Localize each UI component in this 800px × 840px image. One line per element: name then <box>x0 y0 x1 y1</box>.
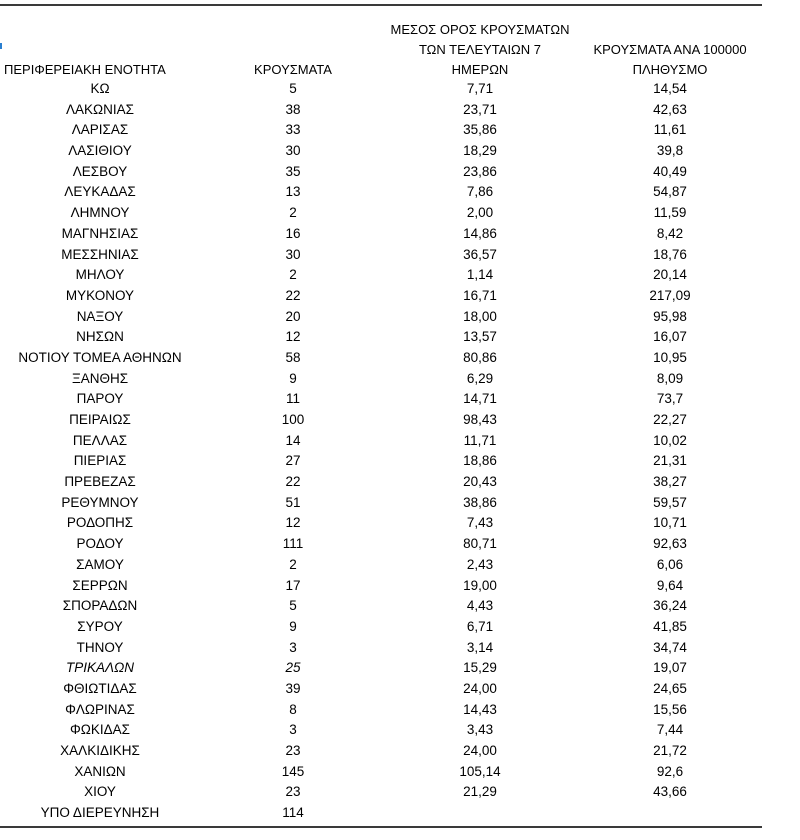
cell-average: 4,43 <box>466 598 494 614</box>
cell-average: 13,57 <box>463 329 497 345</box>
cell-average: 18,29 <box>463 143 497 159</box>
cell-per-100000: 54,87 <box>653 184 687 200</box>
cell-per-100000: 92,63 <box>653 536 687 552</box>
header-average-line2: ΤΩΝ ΤΕΛΕΥΤΑΙΩΝ 7 <box>418 42 542 57</box>
cell-average: 2,43 <box>466 556 494 572</box>
cell-average: 16,71 <box>463 287 497 303</box>
table-row <box>0 596 770 617</box>
cell-average: 24,00 <box>463 680 497 696</box>
cell-per-100000: 8,09 <box>656 370 684 386</box>
cell-average: 80,71 <box>463 536 497 552</box>
cell-per-100000: 16,07 <box>653 329 687 345</box>
cell-cases: 27 <box>285 453 301 469</box>
table-row <box>0 658 770 679</box>
cell-average: 11,71 <box>463 432 497 448</box>
cell-average: 7,43 <box>466 515 494 531</box>
table-row <box>0 203 770 224</box>
cell-region: ΧΑΛΚΙΔΙΚΗΣ <box>60 743 140 758</box>
table-row <box>0 120 770 141</box>
cell-region: ΦΛΩΡΙΝΑΣ <box>65 701 135 717</box>
cell-per-100000: 10,02 <box>653 432 687 448</box>
cell-cases: 5 <box>289 598 297 614</box>
cell-per-100000: 95,98 <box>653 308 687 324</box>
cell-per-100000: 41,85 <box>653 618 687 634</box>
cell-region: ΜΕΣΣΗΝΙΑΣ <box>61 246 139 262</box>
header-average-line1: ΜΕΣΟΣ ΟΡΟΣ ΚΡΟΥΣΜΑΤΩΝ <box>390 22 570 37</box>
cell-average: 98,43 <box>463 412 497 427</box>
cell-region: ΦΘΙΩΤΙΔΑΣ <box>63 680 137 696</box>
cell-cases: 20 <box>285 308 301 324</box>
cell-per-100000: 10,71 <box>653 515 687 531</box>
cell-average: 20,43 <box>463 474 497 490</box>
cell-region: ΜΥΚΟΝΟΥ <box>65 287 135 303</box>
table-row <box>0 762 770 783</box>
cell-average: 35,86 <box>463 122 497 138</box>
cell-cases: 17 <box>285 577 301 593</box>
cell-cases: 12 <box>285 515 301 531</box>
cell-cases: 9 <box>289 618 297 634</box>
cell-per-100000: 39,8 <box>656 143 684 159</box>
cell-per-100000: 7,44 <box>656 722 684 738</box>
cell-region: ΡΟΔΟΠΗΣ <box>66 515 134 531</box>
table-row <box>0 265 770 286</box>
cell-cases: 35 <box>285 163 301 179</box>
cell-average: 6,71 <box>466 618 494 634</box>
cell-per-100000: 11,59 <box>653 205 687 221</box>
cell-cases: 14 <box>285 432 301 448</box>
table-row <box>0 327 770 348</box>
table-row <box>0 141 770 162</box>
table-row <box>0 410 770 431</box>
table-row <box>0 493 770 514</box>
cell-average: 21,29 <box>463 784 497 800</box>
table-row <box>0 389 770 410</box>
cell-per-100000: 10,95 <box>653 349 687 365</box>
cell-average: 6,29 <box>466 370 494 386</box>
cell-average: 3,43 <box>466 722 494 738</box>
table-row <box>0 348 770 369</box>
cell-average: 14,43 <box>463 701 497 717</box>
header-average-line3: ΗΜΕΡΩΝ <box>451 62 509 77</box>
cell-cases: 111 <box>282 536 304 552</box>
top-rule <box>0 4 762 6</box>
cell-region: ΜΗΛΟΥ <box>75 267 125 283</box>
cell-region: ΣΑΜΟΥ <box>76 556 124 572</box>
cell-cases: 11 <box>285 391 300 407</box>
cell-average: 3,14 <box>466 639 494 655</box>
cell-cases: 30 <box>285 246 301 262</box>
cell-cases: 12 <box>285 329 301 345</box>
cell-per-100000: 38,27 <box>653 474 687 490</box>
cell-region: ΧΑΝΙΩΝ <box>74 763 126 779</box>
cell-region: ΤΗΝΟΥ <box>76 639 124 655</box>
cell-average: 14,86 <box>463 225 497 241</box>
cell-cases: 2 <box>289 267 297 283</box>
table-row <box>0 472 770 493</box>
cell-average: 15,29 <box>463 660 497 676</box>
cell-average: 7,71 <box>466 81 494 96</box>
header-per-line1: ΚΡΟΥΣΜΑΤΑ ΑΝΑ 100000 <box>593 42 747 57</box>
cell-per-100000: 14,54 <box>653 81 687 96</box>
cell-cases: 3 <box>289 639 297 655</box>
cell-cases: 22 <box>285 474 301 490</box>
cell-average: 23,86 <box>463 163 497 179</box>
table-row <box>0 555 770 576</box>
table-row <box>0 576 770 597</box>
cell-region: ΞΑΝΘΗΣ <box>71 370 129 386</box>
table-row <box>0 617 770 638</box>
cell-per-100000: 21,72 <box>653 743 687 758</box>
cell-cases: 23 <box>285 743 301 758</box>
cell-average: 18,86 <box>463 453 497 469</box>
cell-cases: 25 <box>285 660 301 676</box>
cell-region: ΚΩ <box>90 81 110 96</box>
cell-cases: 38 <box>285 101 301 117</box>
cell-region: ΣΠΟΡΑΔΩΝ <box>62 598 138 614</box>
cell-region: ΛΑΡΙΣΑΣ <box>71 122 129 138</box>
cell-per-100000: 18,76 <box>653 246 687 262</box>
cell-cases: 13 <box>285 184 301 200</box>
cell-cases: 23 <box>285 784 301 800</box>
cell-cases: 16 <box>285 225 301 241</box>
cell-cases: 114 <box>282 805 304 821</box>
cell-average: 2,00 <box>466 205 494 221</box>
cell-average: 105,14 <box>459 763 501 779</box>
table-row <box>0 79 770 100</box>
cell-cases: 100 <box>281 412 305 427</box>
cell-region: ΦΩΚΙΔΑΣ <box>70 722 130 738</box>
cell-region: ΠΕΛΛΑΣ <box>72 432 128 448</box>
cell-region: ΛΑΣΙΘΙΟΥ <box>68 143 132 159</box>
cell-average: 80,86 <box>463 349 497 365</box>
cell-cases: 2 <box>289 556 297 572</box>
cell-per-100000: 24,65 <box>653 680 687 696</box>
table-row <box>0 286 770 307</box>
table-row <box>0 369 770 390</box>
cell-region: ΝΑΞΟΥ <box>76 308 124 324</box>
table-row <box>0 182 770 203</box>
table-header <box>0 18 770 80</box>
cell-region: ΣΕΡΡΩΝ <box>72 577 128 593</box>
header-region: ΠΕΡΙΦΕΡΕΙΑΚΗ ΕΝΟΤΗΤΑ <box>4 62 166 77</box>
cell-region: ΣΥΡΟΥ <box>77 618 123 634</box>
cell-average: 38,86 <box>463 494 497 510</box>
table-row <box>0 162 770 183</box>
table-row <box>0 513 770 534</box>
cell-region: ΛΕΥΚΑΔΑΣ <box>64 184 136 200</box>
cell-region: ΠΕΙΡΑΙΩΣ <box>69 412 131 427</box>
cell-cases: 3 <box>289 722 297 738</box>
cell-per-100000: 36,24 <box>653 598 687 614</box>
table-row <box>0 700 770 721</box>
header-per-100000 <box>572 40 768 80</box>
cell-cases: 30 <box>285 143 301 159</box>
cell-region: ΡΟΔΟΥ <box>76 536 124 552</box>
cell-average: 24,00 <box>463 743 497 758</box>
cell-cases: 145 <box>281 763 305 779</box>
cell-per-100000: 59,57 <box>653 494 687 510</box>
cell-average: 1,14 <box>466 267 494 283</box>
cell-region: ΛΑΚΩΝΙΑΣ <box>66 101 134 117</box>
table-row <box>0 431 770 452</box>
cell-average: 7,86 <box>466 184 494 200</box>
table-row <box>0 100 770 121</box>
cell-per-100000: 73,7 <box>656 391 684 407</box>
cell-cases: 5 <box>289 81 297 96</box>
cell-cases: 51 <box>285 494 301 510</box>
header-cases: ΚΡΟΥΣΜΑΤΑ <box>254 62 332 77</box>
cell-region: ΠΡΕΒΕΖΑΣ <box>64 474 136 490</box>
table-row <box>0 534 770 555</box>
cell-cases: 58 <box>285 349 301 365</box>
cell-average: 19,00 <box>463 577 497 593</box>
table-row <box>0 782 770 803</box>
header-per-line2: ΠΛΗΘΥΣΜΟ <box>632 62 708 77</box>
cell-region: ΝΗΣΩΝ <box>76 329 124 345</box>
header-average <box>380 20 580 80</box>
table-row <box>0 679 770 700</box>
cell-region: ΛΗΜΝΟΥ <box>70 205 130 221</box>
cell-region: ΥΠΟ ΔΙΕΡΕΥΝΗΣΗ <box>40 805 160 821</box>
table-body <box>0 79 770 824</box>
table-row <box>0 803 770 824</box>
cell-per-100000: 8,42 <box>656 225 684 241</box>
cell-region: ΛΕΣΒΟΥ <box>72 163 128 179</box>
cell-cases: 22 <box>285 287 301 303</box>
cell-per-100000: 22,27 <box>653 412 687 427</box>
cell-region: ΝΟΤΙΟΥ ΤΟΜΕΑ ΑΘΗΝΩΝ <box>18 349 182 365</box>
cell-per-100000: 40,49 <box>653 163 687 179</box>
table-row <box>0 451 770 472</box>
cell-region: ΠΙΕΡΙΑΣ <box>73 453 127 469</box>
cell-region: ΧΙΟΥ <box>84 784 116 800</box>
cell-per-100000: 15,56 <box>653 701 687 717</box>
table-row <box>0 224 770 245</box>
table-row <box>0 638 770 659</box>
cell-per-100000: 20,14 <box>653 267 687 283</box>
bottom-rule <box>0 826 762 828</box>
cell-per-100000: 92,6 <box>656 763 684 779</box>
cell-per-100000: 43,66 <box>653 784 687 800</box>
cell-per-100000: 6,06 <box>656 556 684 572</box>
cell-region: ΜΑΓΝΗΣΙΑΣ <box>61 225 139 241</box>
table-row <box>0 741 770 762</box>
cell-region: ΡΕΘΥΜΝΟΥ <box>61 494 139 510</box>
cell-per-100000: 19,07 <box>653 660 687 676</box>
cell-cases: 39 <box>285 680 301 696</box>
cell-cases: 9 <box>289 370 297 386</box>
cell-region: ΠΑΡΟΥ <box>76 391 124 407</box>
cell-per-100000: 42,63 <box>653 101 687 117</box>
cell-per-100000: 34,74 <box>653 639 687 655</box>
cell-per-100000: 21,31 <box>653 453 687 469</box>
table-row <box>0 720 770 741</box>
cell-cases: 33 <box>285 122 301 138</box>
cell-cases: 2 <box>289 205 297 221</box>
cell-average: 18,00 <box>463 308 497 324</box>
cell-region: ΤΡΙΚΑΛΩΝ <box>65 660 135 676</box>
cell-average: 36,57 <box>463 246 497 262</box>
cell-average: 23,71 <box>463 101 497 117</box>
cell-per-100000: 11,61 <box>653 122 687 138</box>
table-row <box>0 307 770 328</box>
cell-per-100000: 217,09 <box>649 287 691 303</box>
cell-average: 14,71 <box>463 391 497 407</box>
cell-per-100000: 9,64 <box>656 577 684 593</box>
cell-cases: 8 <box>289 701 297 717</box>
table-row <box>0 245 770 266</box>
